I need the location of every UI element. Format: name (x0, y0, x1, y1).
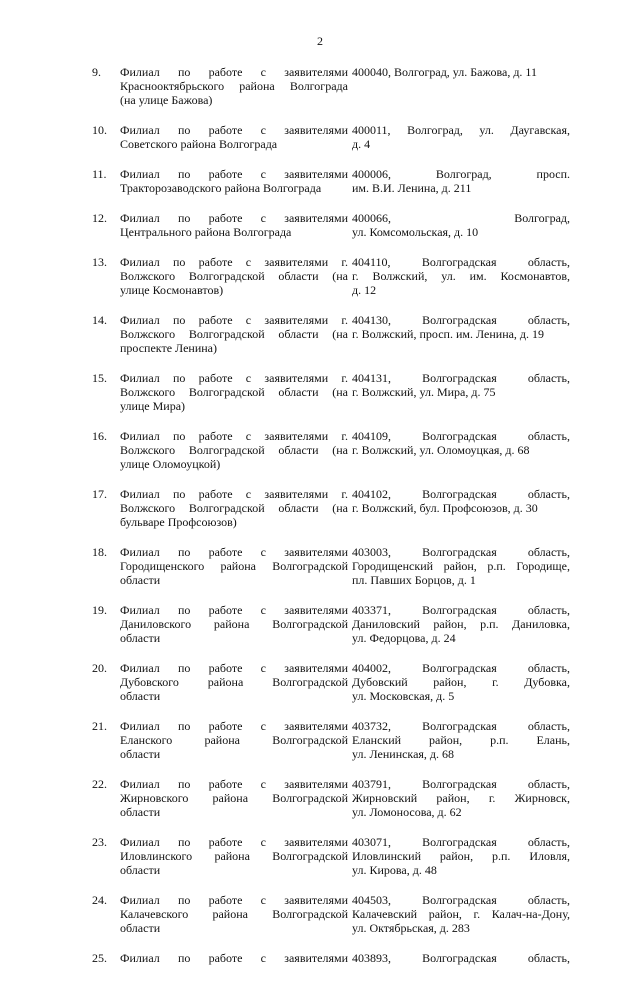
branch-name (120, 661, 352, 703)
branch-address (352, 777, 570, 819)
branch-address-line: 400011, Волгоград, ул. Даугавская, (352, 123, 570, 137)
item-number: 16. (92, 429, 107, 443)
branch-name (120, 951, 352, 965)
branch-name-line: Филиал по работе с заявителями г. (120, 255, 348, 269)
branch-name-line: области (120, 805, 161, 819)
branch-address-line: 403071, Волгоградская область, (352, 835, 570, 849)
branch-name-line: области (120, 863, 161, 877)
branch-name (120, 211, 352, 239)
branch-address (352, 661, 570, 703)
item-number: 14. (92, 313, 107, 327)
branch-address (352, 371, 570, 399)
branch-name-line: Филиал по работе с заявителями г. (120, 313, 348, 327)
branch-address-line: 403003, Волгоградская область, (352, 545, 570, 559)
branch-name-line: Еланского района Волгоградской (120, 733, 348, 747)
item-number: 21. (92, 719, 107, 733)
branch-address (352, 123, 570, 151)
branch-address-line: Городищенский район, р.п. Городище, (352, 559, 570, 573)
branch-address-line: ул. Московская, д. 5 (352, 689, 455, 703)
branch-address-line: д. 4 (352, 137, 371, 151)
branch-name-line: области (120, 573, 161, 587)
branch-name-line: области (120, 747, 161, 761)
list-item (92, 255, 570, 297)
branch-name-line: области (120, 631, 161, 645)
branch-name (120, 313, 352, 355)
branch-name-line: улице Космонавтов) (120, 283, 224, 297)
branch-name (120, 167, 352, 195)
branch-address (352, 835, 570, 877)
branch-name-line: Советского района Волгограда (120, 137, 278, 151)
branch-address-line: 404503, Волгоградская область, (352, 893, 570, 907)
item-number: 15. (92, 371, 107, 385)
item-number: 22. (92, 777, 107, 791)
branch-name-line: улице Оломоуцкой) (120, 457, 221, 471)
branch-address-line: ул. Ломоносова, д. 62 (352, 805, 462, 819)
branch-address-line: им. В.И. Ленина, д. 211 (352, 181, 472, 195)
list-item (92, 313, 570, 355)
list-item (92, 661, 570, 703)
list-item (92, 719, 570, 761)
branch-address-line: 404130, Волгоградская область, (352, 313, 570, 327)
branch-name-line: Волжского Волгоградской области (на (120, 501, 348, 515)
list-item (92, 545, 570, 587)
branch-address-line: Иловлинский район, р.п. Иловля, (352, 849, 570, 863)
branch-address-line: 404109, Волгоградская область, (352, 429, 570, 443)
branch-address (352, 603, 570, 645)
branch-name-line: улице Мира) (120, 399, 186, 413)
branch-address-line: пл. Павших Борцов, д. 1 (352, 573, 476, 587)
branch-name (120, 603, 352, 645)
branch-name-line: Филиал по работе с заявителями (120, 719, 348, 733)
branch-name-line: (на улице Бажова) (120, 93, 213, 107)
branch-address-line: ул. Ленинская, д. 68 (352, 747, 455, 761)
branch-name-line: Волжского Волгоградской области (на (120, 269, 348, 283)
branch-address-line: Жирновский район, г. Жирновск, (352, 791, 570, 805)
branch-address-line: Еланский район, р.п. Елань, (352, 733, 570, 747)
branch-name-line: Жирновского района Волгоградской (120, 791, 348, 805)
branch-name-line: Филиал по работе с заявителями г. (120, 487, 348, 501)
branch-name (120, 893, 352, 935)
branch-address (352, 487, 570, 515)
list-item (92, 603, 570, 645)
branch-name (120, 255, 352, 297)
item-number: 19. (92, 603, 107, 617)
branch-address (352, 893, 570, 935)
branch-address-line: 400006, Волгоград, просп. (352, 167, 570, 181)
item-number: 13. (92, 255, 107, 269)
branch-name (120, 719, 352, 761)
item-number: 23. (92, 835, 107, 849)
branch-name-line: Даниловского района Волгоградской (120, 617, 348, 631)
branch-address-line: ул. Комсомольская, д. 10 (352, 225, 479, 239)
list-item (92, 893, 570, 935)
branch-name-line: Филиал по работе с заявителями (120, 893, 348, 907)
branch-address (352, 429, 570, 457)
branch-name-line: Филиал по работе с заявителями (120, 835, 348, 849)
list-item (92, 835, 570, 877)
item-number: 9. (92, 65, 101, 79)
branch-address (352, 951, 570, 965)
item-number: 20. (92, 661, 107, 675)
branch-name-line: Филиал по работе с заявителями (120, 777, 348, 791)
branch-name (120, 429, 352, 471)
branch-name-line: Иловлинского района Волгоградской (120, 849, 348, 863)
branch-name (120, 123, 352, 151)
branch-name-line: Филиал по работе с заявителями (120, 603, 348, 617)
item-number: 25. (92, 951, 107, 965)
branch-address-line: 403732, Волгоградская область, (352, 719, 570, 733)
branch-address-line: д. 12 (352, 283, 377, 297)
branch-address-line: ул. Кирова, д. 48 (352, 863, 437, 877)
item-number: 24. (92, 893, 107, 907)
branch-address (352, 65, 570, 79)
list-item (92, 65, 570, 107)
branch-address-line: ул. Федорцова, д. 24 (352, 631, 456, 645)
branch-address-line: Дубовский район, г. Дубовка, (352, 675, 570, 689)
list-item (92, 371, 570, 413)
branch-name-line: Филиал по работе с заявителями (120, 123, 348, 137)
branch-list (92, 65, 570, 981)
branch-name-line: Краснооктябрьского района Волгограда (120, 79, 348, 93)
branch-name-line: Дубовского района Волгоградской (120, 675, 348, 689)
branch-name (120, 65, 352, 107)
list-item (92, 487, 570, 529)
branch-name-line: проспекте Ленина) (120, 341, 218, 355)
branch-address-line: Даниловский район, р.п. Даниловка, (352, 617, 570, 631)
branch-name-line: области (120, 921, 161, 935)
branch-address-line: 403371, Волгоградская область, (352, 603, 570, 617)
branch-address (352, 255, 570, 297)
branch-address-line: г. Волжский, бул. Профсоюзов, д. 30 (352, 501, 538, 515)
page-number: 2 (317, 34, 323, 48)
list-item (92, 211, 570, 239)
branch-name-line: Волжского Волгоградской области (на (120, 443, 348, 457)
branch-address-line: г. Волжский, ул. Оломоуцкая, д. 68 (352, 443, 530, 457)
branch-name (120, 835, 352, 877)
branch-name-line: бульваре Профсоюзов) (120, 515, 237, 529)
list-item (92, 429, 570, 471)
list-item (92, 951, 570, 965)
branch-address-line: 404002, Волгоградская область, (352, 661, 570, 675)
branch-name-line: Волжского Волгоградской области (на (120, 385, 348, 399)
list-item (92, 167, 570, 195)
branch-name (120, 777, 352, 819)
branch-address-line: 404110, Волгоградская область, (352, 255, 570, 269)
branch-name-line: Филиал по работе с заявителями г. (120, 371, 348, 385)
list-item (92, 777, 570, 819)
item-number: 12. (92, 211, 107, 225)
branch-address (352, 167, 570, 195)
branch-name-line: Филиал по работе с заявителями г. (120, 429, 348, 443)
branch-name-line: Филиал по работе с заявителями (120, 951, 348, 965)
branch-address-line: 404131, Волгоградская область, (352, 371, 570, 385)
branch-name (120, 545, 352, 587)
branch-address-line: Калачевский район, г. Калач-на-Дону, (352, 907, 570, 921)
branch-address-line: 403893, Волгоградская область, (352, 951, 570, 965)
branch-name-line: области (120, 689, 161, 703)
branch-address (352, 719, 570, 761)
branch-address-line: ул. Октябрьская, д. 283 (352, 921, 470, 935)
branch-address-line: г. Волжский, ул. им. Космонавтов, (352, 269, 570, 283)
branch-address (352, 313, 570, 341)
branch-name-line: Филиал по работе с заявителями (120, 65, 348, 79)
item-number: 18. (92, 545, 107, 559)
item-number: 11. (92, 167, 107, 181)
branch-address-line: г. Волжский, просп. им. Ленина, д. 19 (352, 327, 545, 341)
branch-name-line: Филиал по работе с заявителями (120, 167, 348, 181)
branch-name (120, 487, 352, 529)
branch-name-line: Центрального района Волгограда (120, 225, 292, 239)
branch-address-line: 400066, Волгоград, (352, 211, 570, 225)
branch-name-line: Городищенского района Волгоградской (120, 559, 348, 573)
branch-name-line: Филиал по работе с заявителями (120, 661, 348, 675)
list-item (92, 123, 570, 151)
branch-name-line: Калачевского района Волгоградской (120, 907, 348, 921)
branch-address-line: 403791, Волгоградская область, (352, 777, 570, 791)
branch-name-line: Тракторозаводского района Волгограда (120, 181, 322, 195)
branch-address (352, 211, 570, 239)
branch-address-line: г. Волжский, ул. Мира, д. 75 (352, 385, 496, 399)
branch-name (120, 371, 352, 413)
branch-address (352, 545, 570, 587)
branch-name-line: Филиал по работе с заявителями (120, 545, 348, 559)
branch-address-line: 400040, Волгоград, ул. Бажова, д. 11 (352, 65, 537, 79)
branch-address-line: 404102, Волгоградская область, (352, 487, 570, 501)
branch-name-line: Волжского Волгоградской области (на (120, 327, 348, 341)
branch-name-line: Филиал по работе с заявителями (120, 211, 348, 225)
item-number: 10. (92, 123, 107, 137)
item-number: 17. (92, 487, 107, 501)
